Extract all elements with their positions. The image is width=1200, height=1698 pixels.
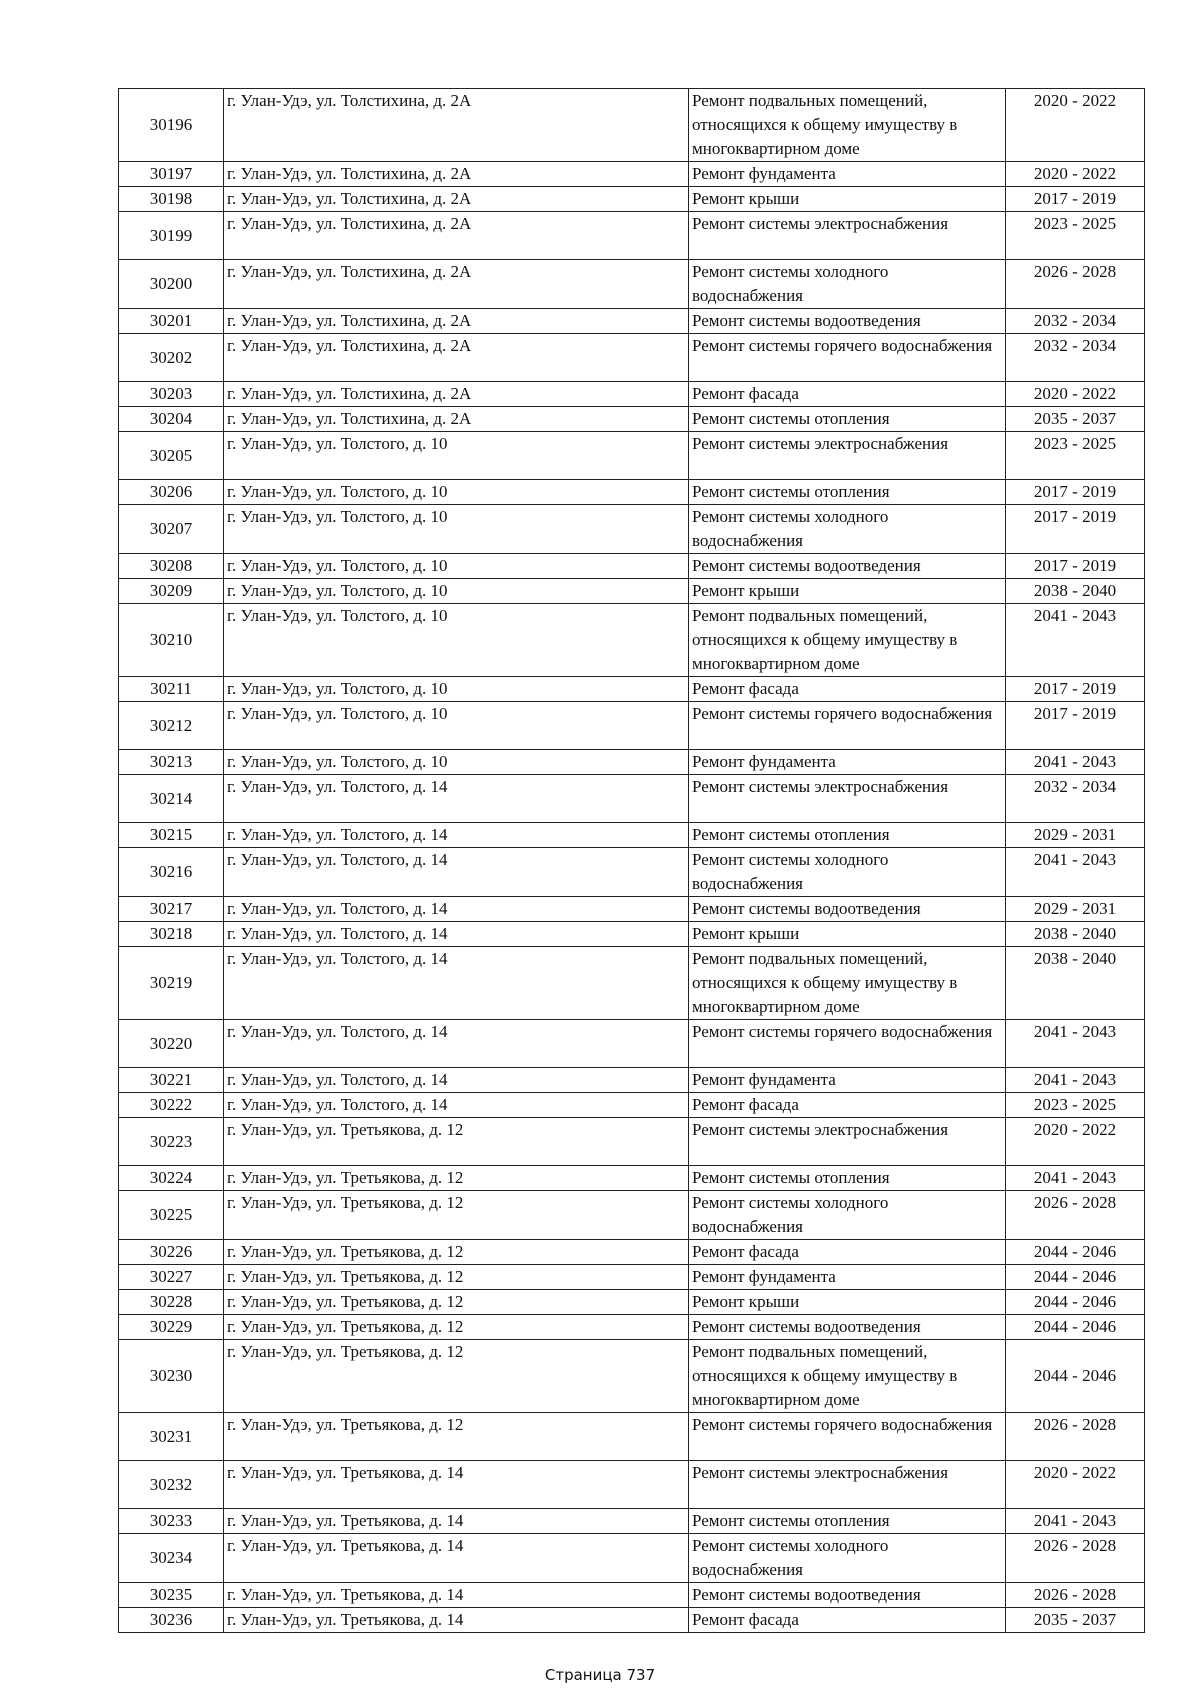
address-cell: г. Улан-Удэ, ул. Толстого, д. 14 — [224, 922, 689, 947]
address-cell: г. Улан-Удэ, ул. Третьякова, д. 14 — [224, 1461, 689, 1509]
period-cell: 2041 - 2043 — [1006, 1166, 1145, 1191]
work-type-cell: Ремонт крыши — [689, 1290, 1006, 1315]
period-cell: 2029 - 2031 — [1006, 897, 1145, 922]
work-type-cell: Ремонт фундамента — [689, 162, 1006, 187]
work-type-cell: Ремонт системы отопления — [689, 480, 1006, 505]
work-type-cell: Ремонт системы горячего водоснабжения — [689, 334, 1006, 382]
row-number-cell: 30221 — [119, 1068, 224, 1093]
address-cell: г. Улан-Удэ, ул. Третьякова, д. 14 — [224, 1534, 689, 1583]
table-row — [119, 897, 1145, 922]
work-type-cell: Ремонт фасада — [689, 677, 1006, 702]
row-number-cell: 30202 — [119, 334, 224, 382]
address-cell: г. Улан-Удэ, ул. Толстого, д. 10 — [224, 480, 689, 505]
period-cell: 2041 - 2043 — [1006, 1020, 1145, 1068]
period-cell: 2041 - 2043 — [1006, 848, 1145, 897]
address-cell: г. Улан-Удэ, ул. Толстихина, д. 2А — [224, 89, 689, 162]
row-number-cell: 30198 — [119, 187, 224, 212]
table-row — [119, 1265, 1145, 1290]
table-row — [119, 89, 1145, 162]
period-cell: 2044 - 2046 — [1006, 1340, 1145, 1413]
work-type-cell: Ремонт системы холодного водоснабжения — [689, 505, 1006, 554]
table-row — [119, 1093, 1145, 1118]
row-number-cell: 30213 — [119, 750, 224, 775]
work-type-cell: Ремонт системы холодного водоснабжения — [689, 260, 1006, 309]
address-cell: г. Улан-Удэ, ул. Толстихина, д. 2А — [224, 382, 689, 407]
address-cell: г. Улан-Удэ, ул. Третьякова, д. 14 — [224, 1608, 689, 1633]
period-cell: 2017 - 2019 — [1006, 677, 1145, 702]
table-row — [119, 1166, 1145, 1191]
work-type-cell: Ремонт системы горячего водоснабжения — [689, 1020, 1006, 1068]
table-row — [119, 1340, 1145, 1413]
address-cell: г. Улан-Удэ, ул. Толстого, д. 14 — [224, 823, 689, 848]
work-type-cell: Ремонт системы электроснабжения — [689, 775, 1006, 823]
work-type-cell: Ремонт системы отопления — [689, 823, 1006, 848]
table-row — [119, 1534, 1145, 1583]
work-type-cell: Ремонт фундамента — [689, 1068, 1006, 1093]
period-cell: 2044 - 2046 — [1006, 1315, 1145, 1340]
work-type-cell: Ремонт фасада — [689, 382, 1006, 407]
address-cell: г. Улан-Удэ, ул. Толстого, д. 14 — [224, 1068, 689, 1093]
period-cell: 2023 - 2025 — [1006, 1093, 1145, 1118]
table-row — [119, 480, 1145, 505]
table-row — [119, 334, 1145, 382]
period-cell: 2041 - 2043 — [1006, 1509, 1145, 1534]
row-number-cell: 30232 — [119, 1461, 224, 1509]
work-type-cell: Ремонт системы электроснабжения — [689, 1461, 1006, 1509]
row-number-cell: 30200 — [119, 260, 224, 309]
row-number-cell: 30217 — [119, 897, 224, 922]
row-number-cell: 30214 — [119, 775, 224, 823]
work-type-cell: Ремонт фасада — [689, 1608, 1006, 1633]
row-number-cell: 30208 — [119, 554, 224, 579]
period-cell: 2026 - 2028 — [1006, 1583, 1145, 1608]
address-cell: г. Улан-Удэ, ул. Толстого, д. 14 — [224, 897, 689, 922]
period-cell: 2026 - 2028 — [1006, 260, 1145, 309]
work-type-cell: Ремонт фасада — [689, 1093, 1006, 1118]
table-row — [119, 1118, 1145, 1166]
table-row — [119, 1068, 1145, 1093]
table-row — [119, 1413, 1145, 1461]
row-number-cell: 30197 — [119, 162, 224, 187]
row-number-cell: 30219 — [119, 947, 224, 1020]
table-row — [119, 579, 1145, 604]
table-row — [119, 604, 1145, 677]
period-cell: 2020 - 2022 — [1006, 89, 1145, 162]
address-cell: г. Улан-Удэ, ул. Третьякова, д. 12 — [224, 1166, 689, 1191]
period-cell: 2044 - 2046 — [1006, 1290, 1145, 1315]
work-type-cell: Ремонт подвальных помещений, относящихся к общему имуществу в многоквартирном доме — [689, 1340, 1006, 1413]
period-cell: 2020 - 2022 — [1006, 1461, 1145, 1509]
work-type-cell: Ремонт системы водоотведения — [689, 554, 1006, 579]
row-number-cell: 30224 — [119, 1166, 224, 1191]
address-cell: г. Улан-Удэ, ул. Толстихина, д. 2А — [224, 162, 689, 187]
work-type-cell: Ремонт крыши — [689, 922, 1006, 947]
table-row — [119, 554, 1145, 579]
address-cell: г. Улан-Удэ, ул. Толстихина, д. 2А — [224, 260, 689, 309]
work-type-cell: Ремонт системы электроснабжения — [689, 1118, 1006, 1166]
address-cell: г. Улан-Удэ, ул. Толстого, д. 10 — [224, 604, 689, 677]
period-cell: 2032 - 2034 — [1006, 309, 1145, 334]
table-row — [119, 187, 1145, 212]
period-cell: 2023 - 2025 — [1006, 212, 1145, 260]
work-type-cell: Ремонт системы холодного водоснабжения — [689, 1534, 1006, 1583]
address-cell: г. Улан-Удэ, ул. Толстого, д. 14 — [224, 1093, 689, 1118]
address-cell: г. Улан-Удэ, ул. Третьякова, д. 12 — [224, 1413, 689, 1461]
repair-schedule-table — [118, 88, 1145, 1633]
work-type-cell: Ремонт системы отопления — [689, 1509, 1006, 1534]
row-number-cell: 30231 — [119, 1413, 224, 1461]
row-number-cell: 30205 — [119, 432, 224, 480]
table-row — [119, 309, 1145, 334]
period-cell: 2017 - 2019 — [1006, 505, 1145, 554]
work-type-cell: Ремонт системы холодного водоснабжения — [689, 848, 1006, 897]
row-number-cell: 30196 — [119, 89, 224, 162]
work-type-cell: Ремонт подвальных помещений, относящихся к общему имуществу в многоквартирном доме — [689, 604, 1006, 677]
address-cell: г. Улан-Удэ, ул. Толстого, д. 14 — [224, 1020, 689, 1068]
work-type-cell: Ремонт системы водоотведения — [689, 309, 1006, 334]
address-cell: г. Улан-Удэ, ул. Третьякова, д. 12 — [224, 1191, 689, 1240]
address-cell: г. Улан-Удэ, ул. Толстого, д. 10 — [224, 505, 689, 554]
row-number-cell: 30223 — [119, 1118, 224, 1166]
row-number-cell: 30212 — [119, 702, 224, 750]
address-cell: г. Улан-Удэ, ул. Третьякова, д. 14 — [224, 1509, 689, 1534]
period-cell: 2029 - 2031 — [1006, 823, 1145, 848]
address-cell: г. Улан-Удэ, ул. Третьякова, д. 12 — [224, 1118, 689, 1166]
address-cell: г. Улан-Удэ, ул. Толстихина, д. 2А — [224, 407, 689, 432]
row-number-cell: 30209 — [119, 579, 224, 604]
work-type-cell: Ремонт крыши — [689, 187, 1006, 212]
table-body — [119, 89, 1145, 1633]
period-cell: 2038 - 2040 — [1006, 579, 1145, 604]
table-row — [119, 702, 1145, 750]
row-number-cell: 30201 — [119, 309, 224, 334]
row-number-cell: 30230 — [119, 1340, 224, 1413]
row-number-cell: 30225 — [119, 1191, 224, 1240]
address-cell: г. Улан-Удэ, ул. Третьякова, д. 14 — [224, 1583, 689, 1608]
row-number-cell: 30199 — [119, 212, 224, 260]
work-type-cell: Ремонт системы водоотведения — [689, 1315, 1006, 1340]
row-number-cell: 30227 — [119, 1265, 224, 1290]
address-cell: г. Улан-Удэ, ул. Третьякова, д. 12 — [224, 1340, 689, 1413]
period-cell: 2026 - 2028 — [1006, 1191, 1145, 1240]
work-type-cell: Ремонт системы отопления — [689, 407, 1006, 432]
row-number-cell: 30228 — [119, 1290, 224, 1315]
period-cell: 2044 - 2046 — [1006, 1240, 1145, 1265]
period-cell: 2035 - 2037 — [1006, 407, 1145, 432]
address-cell: г. Улан-Удэ, ул. Толстого, д. 10 — [224, 432, 689, 480]
period-cell: 2017 - 2019 — [1006, 702, 1145, 750]
table-row — [119, 775, 1145, 823]
period-cell: 2020 - 2022 — [1006, 162, 1145, 187]
row-number-cell: 30233 — [119, 1509, 224, 1534]
row-number-cell: 30226 — [119, 1240, 224, 1265]
table-row — [119, 823, 1145, 848]
table-row — [119, 1461, 1145, 1509]
row-number-cell: 30211 — [119, 677, 224, 702]
address-cell: г. Улан-Удэ, ул. Толстого, д. 10 — [224, 750, 689, 775]
address-cell: г. Улан-Удэ, ул. Толстого, д. 10 — [224, 702, 689, 750]
work-type-cell: Ремонт фундамента — [689, 750, 1006, 775]
address-cell: г. Улан-Удэ, ул. Толстого, д. 10 — [224, 554, 689, 579]
table-row — [119, 1191, 1145, 1240]
period-cell: 2038 - 2040 — [1006, 947, 1145, 1020]
period-cell: 2020 - 2022 — [1006, 382, 1145, 407]
work-type-cell: Ремонт системы водоотведения — [689, 897, 1006, 922]
period-cell: 2023 - 2025 — [1006, 432, 1145, 480]
work-type-cell: Ремонт подвальных помещений, относящихся к общему имуществу в многоквартирном доме — [689, 89, 1006, 162]
address-cell: г. Улан-Удэ, ул. Толстого, д. 10 — [224, 579, 689, 604]
table-row — [119, 750, 1145, 775]
period-cell: 2035 - 2037 — [1006, 1608, 1145, 1633]
table-row — [119, 947, 1145, 1020]
row-number-cell: 30234 — [119, 1534, 224, 1583]
address-cell: г. Улан-Удэ, ул. Толстихина, д. 2А — [224, 212, 689, 260]
row-number-cell: 30236 — [119, 1608, 224, 1633]
work-type-cell: Ремонт фасада — [689, 1240, 1006, 1265]
table-row — [119, 848, 1145, 897]
table-row — [119, 922, 1145, 947]
address-cell: г. Улан-Удэ, ул. Третьякова, д. 12 — [224, 1290, 689, 1315]
row-number-cell: 30220 — [119, 1020, 224, 1068]
row-number-cell: 30204 — [119, 407, 224, 432]
address-cell: г. Улан-Удэ, ул. Третьякова, д. 12 — [224, 1265, 689, 1290]
work-type-cell: Ремонт системы горячего водоснабжения — [689, 1413, 1006, 1461]
table-row — [119, 212, 1145, 260]
period-cell: 2032 - 2034 — [1006, 775, 1145, 823]
work-type-cell: Ремонт системы электроснабжения — [689, 212, 1006, 260]
row-number-cell: 30207 — [119, 505, 224, 554]
table-row — [119, 1240, 1145, 1265]
address-cell: г. Улан-Удэ, ул. Толстого, д. 14 — [224, 848, 689, 897]
work-type-cell: Ремонт системы электроснабжения — [689, 432, 1006, 480]
table-row — [119, 1315, 1145, 1340]
period-cell: 2032 - 2034 — [1006, 334, 1145, 382]
table-row — [119, 162, 1145, 187]
table-row — [119, 407, 1145, 432]
period-cell: 2026 - 2028 — [1006, 1413, 1145, 1461]
period-cell: 2041 - 2043 — [1006, 1068, 1145, 1093]
table-row — [119, 1290, 1145, 1315]
period-cell: 2017 - 2019 — [1006, 187, 1145, 212]
row-number-cell: 30216 — [119, 848, 224, 897]
work-type-cell: Ремонт системы холодного водоснабжения — [689, 1191, 1006, 1240]
row-number-cell: 30215 — [119, 823, 224, 848]
period-cell: 2017 - 2019 — [1006, 554, 1145, 579]
work-type-cell: Ремонт подвальных помещений, относящихся к общему имуществу в многоквартирном доме — [689, 947, 1006, 1020]
work-type-cell: Ремонт системы водоотведения — [689, 1583, 1006, 1608]
work-type-cell: Ремонт фундамента — [689, 1265, 1006, 1290]
table-row — [119, 260, 1145, 309]
period-cell: 2044 - 2046 — [1006, 1265, 1145, 1290]
table-row — [119, 382, 1145, 407]
row-number-cell: 30235 — [119, 1583, 224, 1608]
address-cell: г. Улан-Удэ, ул. Третьякова, д. 12 — [224, 1315, 689, 1340]
table-row — [119, 505, 1145, 554]
row-number-cell: 30229 — [119, 1315, 224, 1340]
row-number-cell: 30206 — [119, 480, 224, 505]
table-row — [119, 1583, 1145, 1608]
work-type-cell: Ремонт системы горячего водоснабжения — [689, 702, 1006, 750]
row-number-cell: 30203 — [119, 382, 224, 407]
period-cell: 2041 - 2043 — [1006, 604, 1145, 677]
address-cell: г. Улан-Удэ, ул. Толстихина, д. 2А — [224, 187, 689, 212]
address-cell: г. Улан-Удэ, ул. Толстихина, д. 2А — [224, 309, 689, 334]
address-cell: г. Улан-Удэ, ул. Толстихина, д. 2А — [224, 334, 689, 382]
address-cell: г. Улан-Удэ, ул. Толстого, д. 10 — [224, 677, 689, 702]
period-cell: 2038 - 2040 — [1006, 922, 1145, 947]
address-cell: г. Улан-Удэ, ул. Третьякова, д. 12 — [224, 1240, 689, 1265]
period-cell: 2020 - 2022 — [1006, 1118, 1145, 1166]
period-cell: 2017 - 2019 — [1006, 480, 1145, 505]
row-number-cell: 30222 — [119, 1093, 224, 1118]
period-cell: 2041 - 2043 — [1006, 750, 1145, 775]
period-cell: 2026 - 2028 — [1006, 1534, 1145, 1583]
table-row — [119, 1020, 1145, 1068]
row-number-cell: 30210 — [119, 604, 224, 677]
table-row — [119, 677, 1145, 702]
page-number: Страница 737 — [544, 1666, 656, 1684]
table-row — [119, 1509, 1145, 1534]
address-cell: г. Улан-Удэ, ул. Толстого, д. 14 — [224, 775, 689, 823]
work-type-cell: Ремонт системы отопления — [689, 1166, 1006, 1191]
table-row — [119, 1608, 1145, 1633]
address-cell: г. Улан-Удэ, ул. Толстого, д. 14 — [224, 947, 689, 1020]
work-type-cell: Ремонт крыши — [689, 579, 1006, 604]
table-row — [119, 432, 1145, 480]
row-number-cell: 30218 — [119, 922, 224, 947]
